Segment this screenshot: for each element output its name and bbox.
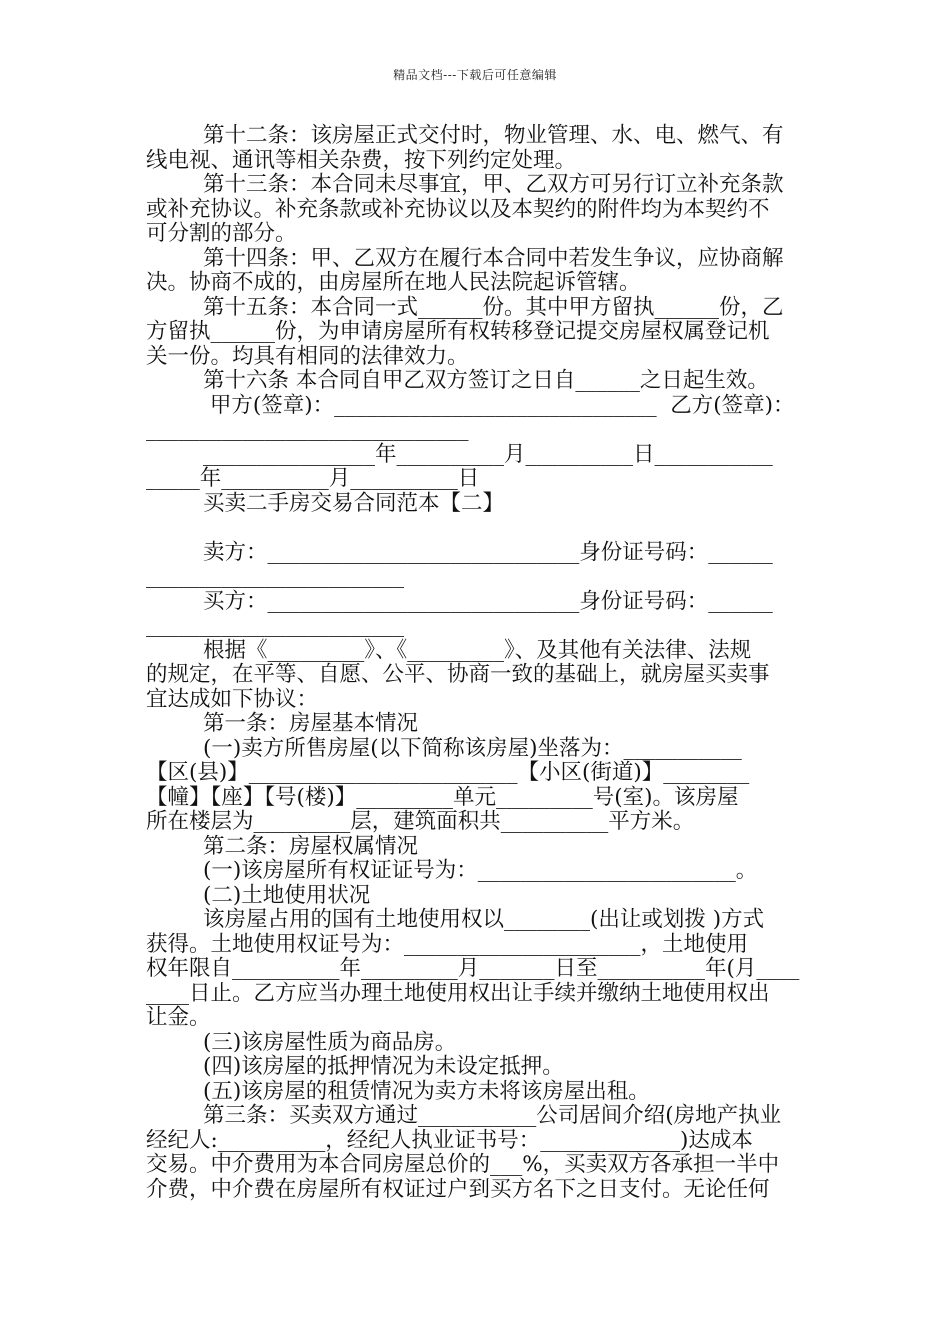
text-line: 所在楼层为_________层，建筑面积共__________平方米。 <box>146 809 695 834</box>
text-line: 或补充协议。补充条款或补充协议以及本契约的附件均为本契约不 <box>146 196 770 222</box>
section-title: 买卖二手房交易合同范本【二】 <box>203 490 505 516</box>
text-line: ____日止。乙方应当办理土地使用权出让手续并缴纳土地使用权出 <box>146 980 770 1006</box>
text-line: 第十四条：甲、乙双方在履行本合同中若发生争议，应协商解 <box>203 245 784 271</box>
text-line: 关一份。均具有相同的法律效力。 <box>146 343 469 369</box>
text-line: (一)卖方所售房屋(以下简称该房屋)坐落为：___________ <box>203 735 742 761</box>
buyer-line: 买方：_____________________________身份证号码：______ <box>203 588 773 614</box>
text-line: 获得。土地使用权证号为：______________________，土地使用 <box>146 931 749 957</box>
text-line: 根据《_________》、《_________》、及其他有关法律、法规 <box>203 637 752 663</box>
article-title: 第三条：买卖双方通过___________公司居间介绍(房地产执业 <box>203 1103 782 1128</box>
text-line: 交易。中介费用为本合同房屋总价的___%，买卖双方各承担一半中 <box>146 1152 780 1177</box>
date-line: _____年__________月__________日 <box>146 466 480 491</box>
text-line: 第十三条：本合同未尽事宜，甲、乙双方可另行订立补充条款 <box>203 172 784 197</box>
text-line: (二)土地使用状况 <box>203 882 371 908</box>
article-title: 第一条：房屋基本情况 <box>203 711 419 736</box>
signature-line-blank: ______________________________ <box>146 417 469 442</box>
signature-line-party-a-b: 甲方(签章)：______________________________ 乙方(签章)： <box>203 392 795 418</box>
text-line: 介费，中介费在房屋所有权证过户到买方名下之日支付。无论任何 <box>146 1176 770 1202</box>
text-line: (四)该房屋的抵押情况为未设定抵押。 <box>203 1054 564 1079</box>
seller-id-blank: ________________________ <box>146 564 404 589</box>
document-body <box>146 124 806 1202</box>
text-line: (三)该房屋性质为商品房。 <box>203 1029 457 1055</box>
text-line: 让金。 <box>146 1005 211 1030</box>
buyer-id-blank: ________________________ <box>146 613 404 638</box>
text-line: (一)该房屋所有权证证号为：________________________。 <box>203 858 758 883</box>
date-line: ________________年__________月__________日___________ <box>203 441 773 467</box>
text-line: (五)该房屋的租赁情况为卖方未将该房屋出租。 <box>203 1078 650 1104</box>
text-line: 【幢】【座】【号(楼)】_________单元_________号(室)。该房屋 <box>146 784 739 810</box>
article-title: 第二条：房屋权属情况 <box>203 833 419 859</box>
blank-line <box>146 516 806 541</box>
text-line: 第十六条 本合同自甲乙双方签订之日自______之日起生效。 <box>203 368 769 393</box>
page-header: 精品文档---下载后可任意编辑 <box>393 68 557 82</box>
text-line: 第十二条：该房屋正式交付时，物业管理、水、电、燃气、有 <box>203 123 784 148</box>
seller-line: 卖方：_____________________________身份证号码：______ <box>203 539 773 565</box>
text-line: 该房屋占用的国有土地使用权以________(出让或划拨 )方式 <box>203 907 765 932</box>
text-line: 可分割的部分。 <box>146 221 297 246</box>
text-line: 经纪人:__________，经纪人执业证书号：_____________)达成本 <box>146 1127 753 1153</box>
text-line: 线电视、通讯等相关杂费，按下列约定处理。 <box>146 147 577 173</box>
text-line: 决。协商不成的，由房屋所在地人民法院起诉管辖。 <box>146 270 641 295</box>
text-line: 权年限自__________年_________月_______日至__________年(月____ <box>146 956 800 981</box>
text-line: 的规定，在平等、自愿、公平、协商一致的基础上，就房屋买卖事 <box>146 662 770 687</box>
text-line: 【区(县)】_________________________【小区(街道)】________ <box>146 760 750 785</box>
text-line: 宜达成如下协议： <box>146 686 319 712</box>
text-line: 方留执______份，为申请房屋所有权转移登记提交房屋权属登记机 <box>146 319 770 344</box>
text-line: 第十五条：本合同一式______份。其中甲方留执______份，乙 <box>203 294 784 320</box>
